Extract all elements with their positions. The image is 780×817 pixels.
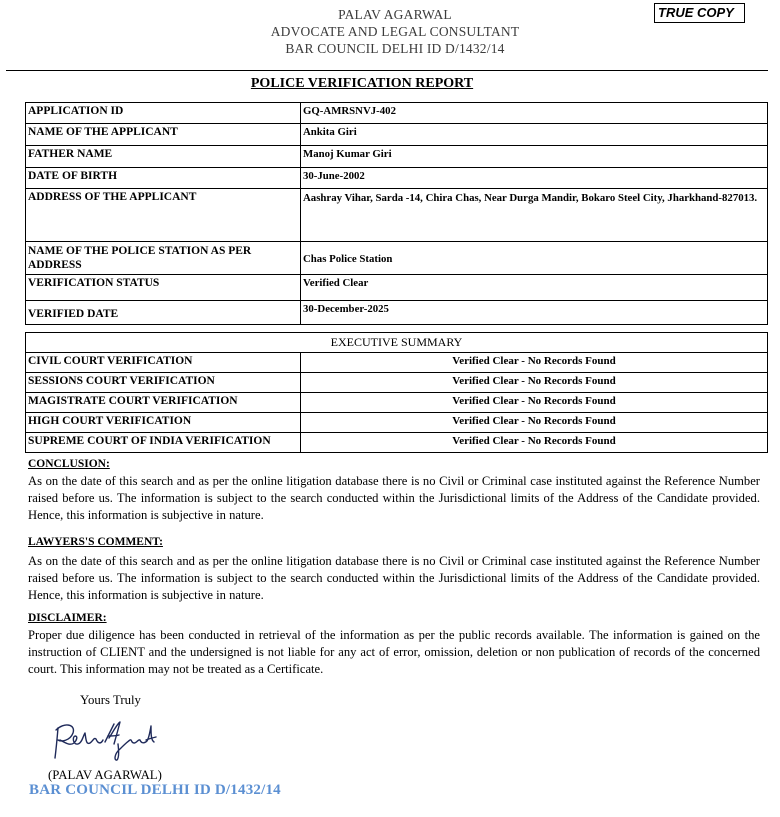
- detail-value: Manoj Kumar Giri: [301, 146, 768, 168]
- summary-row-civil-court: [26, 353, 768, 373]
- closing-salutation: Yours Truly: [80, 693, 141, 707]
- detail-value: Chas Police Station: [301, 242, 768, 275]
- summary-value: Verified Clear - No Records Found: [301, 433, 768, 453]
- detail-row-applicant-name: [26, 124, 768, 146]
- report-title: POLICE VERIFICATION REPORT: [250, 76, 474, 91]
- detail-label: VERIFICATION STATUS: [26, 275, 301, 301]
- detail-row-address: [26, 189, 768, 242]
- applicant-details-table: [25, 102, 768, 325]
- detail-row-verification-status: [26, 275, 768, 301]
- detail-row-police-station: [26, 242, 768, 275]
- signature-image: [48, 712, 163, 769]
- summary-value: Verified Clear - No Records Found: [301, 373, 768, 393]
- conclusion-text: As on the date of this search and as per the online litigation database there is no Civil or Criminal case instituted against the Reference Number raised before us. The information is subject to the search conducted within the Jurisdictional limits of the Address of the Candidate provided. Hence, this information is subjective in nature.: [28, 474, 760, 522]
- footer-bar-council-id: BAR COUNCIL DELHI ID D/1432/14: [29, 782, 281, 798]
- detail-label: DATE OF BIRTH: [26, 168, 301, 189]
- detail-row-application-id: [26, 103, 768, 124]
- detail-value: Ankita Giri: [301, 124, 768, 146]
- summary-row-supreme-court: [26, 433, 768, 453]
- summary-label: SESSIONS COURT VERIFICATION: [26, 373, 301, 393]
- detail-row-date-of-birth: [26, 168, 768, 189]
- advocate-name: PALAV AGARWAL: [338, 7, 452, 22]
- summary-heading-row: [26, 333, 768, 353]
- summary-value: Verified Clear - No Records Found: [301, 353, 768, 373]
- disclaimer-heading: DISCLAIMER:: [28, 612, 107, 624]
- summary-heading: EXECUTIVE SUMMARY: [26, 333, 768, 353]
- detail-value: 30-June-2002: [301, 168, 768, 189]
- detail-row-verified-date: [26, 301, 768, 325]
- summary-label: MAGISTRATE COURT VERIFICATION: [26, 393, 301, 413]
- summary-label: SUPREME COURT OF INDIA VERIFICATION: [26, 433, 301, 453]
- conclusion-heading: CONCLUSION:: [28, 458, 110, 470]
- detail-value: Verified Clear: [301, 275, 768, 301]
- executive-summary-table: [25, 332, 768, 453]
- summary-value: Verified Clear - No Records Found: [301, 393, 768, 413]
- detail-label: VERIFIED DATE: [26, 301, 301, 325]
- signatory-name: (PALAV AGARWAL): [48, 768, 162, 782]
- detail-label: NAME OF THE POLICE STATION AS PER ADDRESS: [26, 242, 301, 275]
- detail-value: 30-December-2025: [301, 301, 768, 325]
- summary-label: HIGH COURT VERIFICATION: [26, 413, 301, 433]
- advocate-title: ADVOCATE AND LEGAL CONSULTANT: [270, 24, 520, 39]
- detail-row-father-name: [26, 146, 768, 168]
- detail-label: FATHER NAME: [26, 146, 301, 168]
- true-copy-stamp: TRUE COPY: [654, 3, 745, 23]
- summary-label: CIVIL COURT VERIFICATION: [26, 353, 301, 373]
- header-bar-council-id: BAR COUNCIL DELHI ID D/1432/14: [285, 41, 505, 56]
- detail-label: ADDRESS OF THE APPLICANT: [26, 189, 301, 242]
- detail-label: APPLICATION ID: [26, 103, 301, 124]
- summary-row-magistrate-court: [26, 393, 768, 413]
- lawyers-comment-text: As on the date of this search and as per the online litigation database there is no Civil or Criminal case instituted against the Reference Number raised before us. The information is subject to the search conducted within the Jurisdictional limits of the Address of the Candidate provided. Hence, this information is subjective in nature.: [28, 554, 760, 602]
- summary-row-sessions-court: [26, 373, 768, 393]
- header-divider: [6, 70, 768, 71]
- lawyers-comment-heading: LAWYERS'S COMMENT:: [28, 536, 163, 548]
- detail-label: NAME OF THE APPLICANT: [26, 124, 301, 146]
- detail-value: Aashray Vihar, Sarda -14, Chira Chas, Near Durga Mandir, Bokaro Steel City, Jharkhand-827013.: [301, 189, 768, 242]
- disclaimer-text: Proper due diligence has been conducted in retrieval of the information as per the public records available. The information is gained on the instruction of CLIENT and the undersigned is not liable for any act of error, omission, deletion or non publication of records of the concerned court. This information may not be treated as a Certificate.: [28, 628, 760, 676]
- summary-value: Verified Clear - No Records Found: [301, 413, 768, 433]
- detail-value: GQ-AMRSNVJ-402: [301, 103, 768, 124]
- summary-row-high-court: [26, 413, 768, 433]
